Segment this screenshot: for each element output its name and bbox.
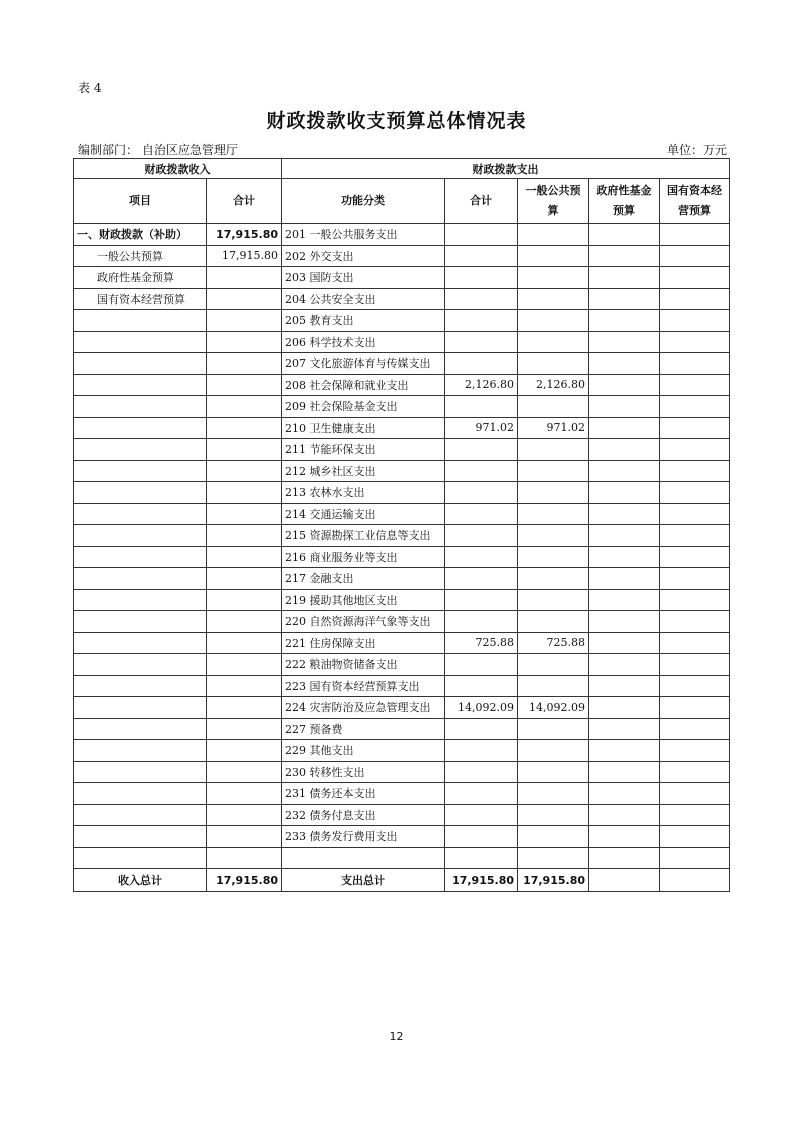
table-row bbox=[74, 783, 730, 805]
table-row bbox=[74, 654, 730, 676]
page-number: 12 bbox=[389, 1030, 404, 1043]
general-budget-cell bbox=[518, 826, 589, 848]
income-total-cell bbox=[207, 589, 282, 611]
income-total-cell bbox=[207, 331, 282, 353]
table-row bbox=[74, 224, 730, 246]
function-class-cell: 229 其他支出 bbox=[282, 740, 445, 762]
table-row bbox=[74, 417, 730, 439]
col-income-total: 合计 bbox=[207, 179, 282, 224]
gov-fund-cell bbox=[589, 331, 660, 353]
expense-total-cell bbox=[445, 482, 518, 504]
state-capital-cell bbox=[660, 396, 730, 418]
income-item-cell bbox=[74, 353, 207, 375]
income-item-cell bbox=[74, 804, 207, 826]
general-budget-cell bbox=[518, 546, 589, 568]
income-total-cell bbox=[207, 353, 282, 375]
income-total-cell bbox=[207, 783, 282, 805]
expense-total-cell bbox=[445, 245, 518, 267]
expense-total-cell bbox=[445, 847, 518, 869]
expense-total-cell bbox=[445, 568, 518, 590]
table-row bbox=[74, 460, 730, 482]
income-total-cell bbox=[207, 761, 282, 783]
function-class-cell: 209 社会保险基金支出 bbox=[282, 396, 445, 418]
general-budget-cell bbox=[518, 503, 589, 525]
income-total-cell bbox=[207, 546, 282, 568]
general-budget-cell bbox=[518, 589, 589, 611]
general-budget-cell bbox=[518, 611, 589, 633]
income-total-cell bbox=[207, 310, 282, 332]
income-total-cell bbox=[207, 568, 282, 590]
gov-fund-cell bbox=[589, 396, 660, 418]
income-total-cell: 17,915.80 bbox=[207, 245, 282, 267]
gov-fund-cell bbox=[589, 783, 660, 805]
expense-total-cell bbox=[445, 761, 518, 783]
income-item-cell bbox=[74, 761, 207, 783]
expense-total-cell bbox=[445, 740, 518, 762]
general-budget-cell bbox=[518, 525, 589, 547]
function-class-cell: 215 资源勘探工业信息等支出 bbox=[282, 525, 445, 547]
expense-grand-total: 17,915.80 bbox=[445, 869, 518, 892]
expense-total-cell bbox=[445, 804, 518, 826]
income-item-cell bbox=[74, 310, 207, 332]
state-capital-cell bbox=[660, 826, 730, 848]
gov-fund-cell bbox=[589, 353, 660, 375]
general-budget-cell bbox=[518, 804, 589, 826]
expense-total-cell: 725.88 bbox=[445, 632, 518, 654]
income-item-cell bbox=[74, 675, 207, 697]
gov-fund-cell bbox=[589, 847, 660, 869]
general-budget-cell bbox=[518, 568, 589, 590]
state-capital-cell bbox=[660, 783, 730, 805]
income-total-cell bbox=[207, 675, 282, 697]
gov-fund-total bbox=[589, 869, 660, 892]
expense-total-cell bbox=[445, 589, 518, 611]
income-total-cell bbox=[207, 804, 282, 826]
income-grand-total: 17,915.80 bbox=[207, 869, 282, 892]
general-budget-cell bbox=[518, 288, 589, 310]
state-capital-cell bbox=[660, 675, 730, 697]
expense-total-cell bbox=[445, 718, 518, 740]
income-item-cell bbox=[74, 331, 207, 353]
expense-total-cell: 14,092.09 bbox=[445, 697, 518, 719]
income-item-cell bbox=[74, 718, 207, 740]
expense-total-cell bbox=[445, 675, 518, 697]
expense-total-cell bbox=[445, 288, 518, 310]
table-row bbox=[74, 761, 730, 783]
expense-total-cell bbox=[445, 439, 518, 461]
general-budget-cell bbox=[518, 740, 589, 762]
income-total-cell bbox=[207, 740, 282, 762]
function-class-cell: 204 公共安全支出 bbox=[282, 288, 445, 310]
expense-total-cell bbox=[445, 396, 518, 418]
table-row bbox=[74, 503, 730, 525]
income-item-cell bbox=[74, 374, 207, 396]
function-class-cell: 233 债务发行费用支出 bbox=[282, 826, 445, 848]
gov-fund-cell bbox=[589, 804, 660, 826]
page-title: 财政拨款收支预算总体情况表 bbox=[266, 110, 527, 132]
state-capital-total bbox=[660, 869, 730, 892]
expense-total-cell bbox=[445, 611, 518, 633]
gov-fund-cell bbox=[589, 611, 660, 633]
function-class-cell: 220 自然资源海洋气象等支出 bbox=[282, 611, 445, 633]
function-class-cell: 208 社会保障和就业支出 bbox=[282, 374, 445, 396]
income-item-cell bbox=[74, 460, 207, 482]
gov-fund-cell bbox=[589, 525, 660, 547]
table-row bbox=[74, 697, 730, 719]
gov-fund-cell bbox=[589, 460, 660, 482]
income-total-cell bbox=[207, 826, 282, 848]
income-total-label: 收入总计 bbox=[74, 869, 207, 892]
gov-fund-cell bbox=[589, 718, 660, 740]
general-budget-cell: 725.88 bbox=[518, 632, 589, 654]
state-capital-cell bbox=[660, 740, 730, 762]
table-row bbox=[74, 331, 730, 353]
general-budget-cell bbox=[518, 267, 589, 289]
expense-total-cell bbox=[445, 783, 518, 805]
gov-fund-cell bbox=[589, 675, 660, 697]
function-class-cell: 231 债务还本支出 bbox=[282, 783, 445, 805]
expense-total-cell bbox=[445, 331, 518, 353]
income-total-cell bbox=[207, 847, 282, 869]
income-total-cell bbox=[207, 525, 282, 547]
general-budget-cell bbox=[518, 482, 589, 504]
expense-total-cell bbox=[445, 654, 518, 676]
gov-fund-cell bbox=[589, 761, 660, 783]
expense-total-cell bbox=[445, 503, 518, 525]
state-capital-cell bbox=[660, 288, 730, 310]
general-budget-cell bbox=[518, 439, 589, 461]
budget-table bbox=[73, 158, 730, 892]
income-total-cell bbox=[207, 396, 282, 418]
income-item-cell bbox=[74, 847, 207, 869]
general-budget-cell: 971.02 bbox=[518, 417, 589, 439]
general-budget-cell bbox=[518, 718, 589, 740]
gov-fund-cell bbox=[589, 245, 660, 267]
function-class-cell: 213 农林水支出 bbox=[282, 482, 445, 504]
general-budget-cell bbox=[518, 224, 589, 246]
income-item-cell bbox=[74, 482, 207, 504]
table-row bbox=[74, 568, 730, 590]
state-capital-cell bbox=[660, 310, 730, 332]
state-capital-cell bbox=[660, 611, 730, 633]
income-item-cell bbox=[74, 826, 207, 848]
income-item-cell bbox=[74, 503, 207, 525]
table-row bbox=[74, 288, 730, 310]
gov-fund-cell bbox=[589, 546, 660, 568]
income-item-cell bbox=[74, 417, 207, 439]
income-total-cell bbox=[207, 288, 282, 310]
state-capital-cell bbox=[660, 439, 730, 461]
function-class-cell: 206 科学技术支出 bbox=[282, 331, 445, 353]
income-total-cell bbox=[207, 697, 282, 719]
state-capital-cell bbox=[660, 632, 730, 654]
table-row bbox=[74, 632, 730, 654]
function-class-cell: 227 预备费 bbox=[282, 718, 445, 740]
general-budget-cell bbox=[518, 331, 589, 353]
table-row bbox=[74, 396, 730, 418]
expense-group-header: 财政拨款支出 bbox=[282, 159, 730, 179]
function-class-cell: 207 文化旅游体育与传媒支出 bbox=[282, 353, 445, 375]
col-item: 项目 bbox=[74, 179, 207, 224]
income-item-cell bbox=[74, 396, 207, 418]
function-class-cell: 201 一般公共服务支出 bbox=[282, 224, 445, 246]
table-row bbox=[74, 718, 730, 740]
income-total-cell bbox=[207, 439, 282, 461]
state-capital-cell bbox=[660, 847, 730, 869]
income-item-cell bbox=[74, 697, 207, 719]
income-total-cell bbox=[207, 267, 282, 289]
state-capital-cell bbox=[660, 697, 730, 719]
state-capital-cell bbox=[660, 482, 730, 504]
table-row bbox=[74, 374, 730, 396]
function-class-cell: 232 债务付息支出 bbox=[282, 804, 445, 826]
table-row bbox=[74, 310, 730, 332]
gov-fund-cell bbox=[589, 503, 660, 525]
expense-total-cell bbox=[445, 546, 518, 568]
income-total-cell bbox=[207, 374, 282, 396]
general-budget-cell bbox=[518, 847, 589, 869]
expense-total-cell bbox=[445, 267, 518, 289]
expense-total-cell bbox=[445, 310, 518, 332]
function-class-cell: 203 国防支出 bbox=[282, 267, 445, 289]
income-total-cell bbox=[207, 718, 282, 740]
col-gov-fund: 政府性基金预算 bbox=[589, 179, 660, 224]
income-total-cell bbox=[207, 611, 282, 633]
function-class-cell: 222 粮油物资储备支出 bbox=[282, 654, 445, 676]
col-state-capital: 国有资本经营预算 bbox=[660, 179, 730, 224]
table-row bbox=[74, 267, 730, 289]
col-general-budget: 一般公共预算 bbox=[518, 179, 589, 224]
gov-fund-cell bbox=[589, 224, 660, 246]
table-row bbox=[74, 439, 730, 461]
expense-total-cell: 971.02 bbox=[445, 417, 518, 439]
gov-fund-cell bbox=[589, 417, 660, 439]
table-row bbox=[74, 826, 730, 848]
table-row bbox=[74, 589, 730, 611]
gov-fund-cell bbox=[589, 697, 660, 719]
function-class-cell: 221 住房保障支出 bbox=[282, 632, 445, 654]
function-class-cell: 212 城乡社区支出 bbox=[282, 460, 445, 482]
income-item-cell: 国有资本经营预算 bbox=[74, 288, 207, 310]
state-capital-cell bbox=[660, 224, 730, 246]
expense-total-label: 支出总计 bbox=[282, 869, 445, 892]
function-class-cell: 217 金融支出 bbox=[282, 568, 445, 590]
compiling-department: 编制部门： 自治区应急管理厅 bbox=[78, 143, 238, 157]
table-row bbox=[74, 525, 730, 547]
table-row bbox=[74, 482, 730, 504]
income-item-cell bbox=[74, 654, 207, 676]
income-item-cell bbox=[74, 632, 207, 654]
function-class-cell: 210 卫生健康支出 bbox=[282, 417, 445, 439]
table-row bbox=[74, 546, 730, 568]
function-class-cell: 223 国有资本经营预算支出 bbox=[282, 675, 445, 697]
income-total-cell bbox=[207, 482, 282, 504]
function-class-cell: 216 商业服务业等支出 bbox=[282, 546, 445, 568]
income-total-cell bbox=[207, 654, 282, 676]
income-item-cell bbox=[74, 589, 207, 611]
state-capital-cell bbox=[660, 568, 730, 590]
general-budget-cell: 14,092.09 bbox=[518, 697, 589, 719]
state-capital-cell bbox=[660, 546, 730, 568]
state-capital-cell bbox=[660, 331, 730, 353]
state-capital-cell bbox=[660, 374, 730, 396]
gov-fund-cell bbox=[589, 568, 660, 590]
income-item-cell bbox=[74, 546, 207, 568]
general-budget-cell bbox=[518, 783, 589, 805]
general-budget-cell bbox=[518, 396, 589, 418]
income-item-cell bbox=[74, 439, 207, 461]
totals-row bbox=[74, 869, 730, 892]
income-total-cell bbox=[207, 460, 282, 482]
gov-fund-cell bbox=[589, 482, 660, 504]
income-group-header: 财政拨款收入 bbox=[74, 159, 282, 179]
general-budget-cell bbox=[518, 310, 589, 332]
income-item-cell: 政府性基金预算 bbox=[74, 267, 207, 289]
state-capital-cell bbox=[660, 761, 730, 783]
unit-label: 单位：万元 bbox=[666, 143, 727, 157]
state-capital-cell bbox=[660, 589, 730, 611]
general-budget-cell bbox=[518, 675, 589, 697]
state-capital-cell bbox=[660, 654, 730, 676]
table-number: 表 4 bbox=[78, 81, 102, 95]
general-budget-cell bbox=[518, 761, 589, 783]
col-expense-total: 合计 bbox=[445, 179, 518, 224]
income-total-cell bbox=[207, 503, 282, 525]
general-budget-cell bbox=[518, 353, 589, 375]
function-class-cell: 202 外交支出 bbox=[282, 245, 445, 267]
state-capital-cell bbox=[660, 417, 730, 439]
gov-fund-cell bbox=[589, 288, 660, 310]
header-group-row bbox=[74, 159, 730, 179]
income-total-cell bbox=[207, 632, 282, 654]
gov-fund-cell bbox=[589, 740, 660, 762]
state-capital-cell bbox=[660, 804, 730, 826]
gov-fund-cell bbox=[589, 374, 660, 396]
expense-total-cell bbox=[445, 826, 518, 848]
state-capital-cell bbox=[660, 525, 730, 547]
col-function-class: 功能分类 bbox=[282, 179, 445, 224]
income-total-cell: 17,915.80 bbox=[207, 224, 282, 246]
state-capital-cell bbox=[660, 353, 730, 375]
function-class-cell: 230 转移性支出 bbox=[282, 761, 445, 783]
gov-fund-cell bbox=[589, 589, 660, 611]
expense-total-cell bbox=[445, 460, 518, 482]
income-item-cell bbox=[74, 611, 207, 633]
general-budget-cell bbox=[518, 245, 589, 267]
function-class-cell: 211 节能环保支出 bbox=[282, 439, 445, 461]
gov-fund-cell bbox=[589, 826, 660, 848]
table-row bbox=[74, 611, 730, 633]
general-budget-total: 17,915.80 bbox=[518, 869, 589, 892]
state-capital-cell bbox=[660, 503, 730, 525]
table-row bbox=[74, 675, 730, 697]
state-capital-cell bbox=[660, 460, 730, 482]
expense-total-cell: 2,126.80 bbox=[445, 374, 518, 396]
income-item-cell bbox=[74, 783, 207, 805]
header-column-row bbox=[74, 179, 730, 224]
table-row bbox=[74, 740, 730, 762]
expense-total-cell bbox=[445, 525, 518, 547]
expense-total-cell bbox=[445, 224, 518, 246]
table-row bbox=[74, 353, 730, 375]
function-class-cell: 205 教育支出 bbox=[282, 310, 445, 332]
income-item-cell: 一般公共预算 bbox=[74, 245, 207, 267]
state-capital-cell bbox=[660, 245, 730, 267]
state-capital-cell bbox=[660, 718, 730, 740]
income-item-cell: 一、财政拨款（补助） bbox=[74, 224, 207, 246]
general-budget-cell bbox=[518, 460, 589, 482]
income-item-cell bbox=[74, 568, 207, 590]
income-item-cell bbox=[74, 525, 207, 547]
gov-fund-cell bbox=[589, 632, 660, 654]
function-class-cell: 224 灾害防治及应急管理支出 bbox=[282, 697, 445, 719]
gov-fund-cell bbox=[589, 654, 660, 676]
table-row bbox=[74, 847, 730, 869]
state-capital-cell bbox=[660, 267, 730, 289]
income-total-cell bbox=[207, 417, 282, 439]
function-class-cell: 219 援助其他地区支出 bbox=[282, 589, 445, 611]
general-budget-cell: 2,126.80 bbox=[518, 374, 589, 396]
income-item-cell bbox=[74, 740, 207, 762]
general-budget-cell bbox=[518, 654, 589, 676]
table-row bbox=[74, 245, 730, 267]
table-row bbox=[74, 804, 730, 826]
gov-fund-cell bbox=[589, 310, 660, 332]
expense-total-cell bbox=[445, 353, 518, 375]
gov-fund-cell bbox=[589, 267, 660, 289]
gov-fund-cell bbox=[589, 439, 660, 461]
function-class-cell bbox=[282, 847, 445, 869]
function-class-cell: 214 交通运输支出 bbox=[282, 503, 445, 525]
